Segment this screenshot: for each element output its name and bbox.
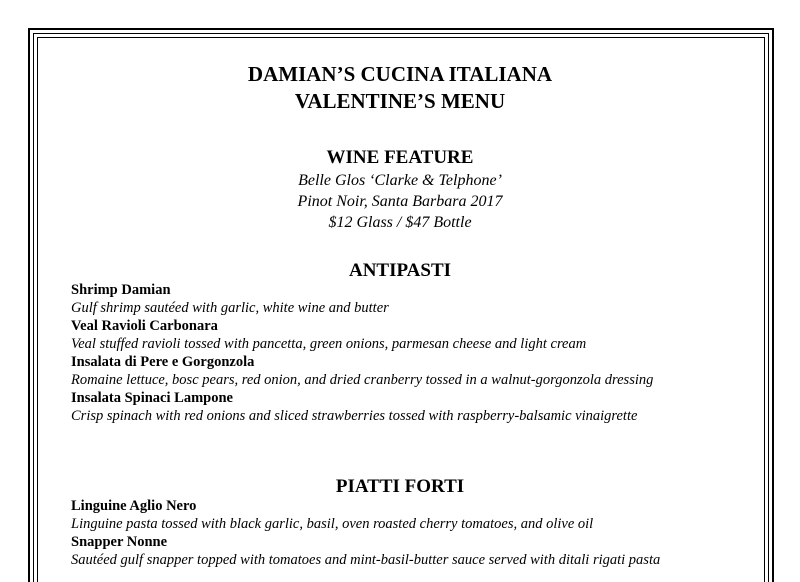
antipasti-heading: ANTIPASTI — [348, 260, 452, 281]
dish-name: Insalata Spinaci Lampone — [71, 390, 233, 406]
menu-item — [71, 281, 771, 317]
antipasti-list — [71, 281, 771, 425]
menu-item — [71, 533, 771, 569]
restaurant-name: DAMIAN’S CUCINA ITALIANA — [247, 62, 553, 86]
wine-feature-varietal: Pinot Noir, Santa Barbara 2017 — [297, 193, 503, 210]
piatti-forti-heading: PIATTI FORTI — [335, 476, 465, 497]
menu-title: VALENTINE’S MENU — [294, 89, 506, 113]
dish-description: Veal stuffed ravioli tossed with pancetta, green onions, parmesan cheese and light cream — [71, 336, 587, 352]
piatti-forti-list — [71, 497, 771, 569]
dish-name: Shrimp Damian — [71, 282, 171, 298]
menu-item — [71, 353, 771, 389]
wine-feature-name: Belle Glos ‘Clarke & Telphone’ — [298, 172, 502, 189]
menu-item — [71, 497, 771, 533]
dish-description: Crisp spinach with red onions and sliced strawberries tossed with raspberry-balsamic vinaigrette — [71, 408, 638, 424]
dish-description: Sautéed gulf snapper topped with tomatoes and mint-basil-butter sauce served with ditali rigati pasta — [71, 552, 661, 568]
dish-name: Snapper Nonne — [71, 534, 168, 550]
dish-description: Linguine pasta tossed with black garlic, basil, oven roasted cherry tomatoes, and olive oil — [71, 516, 594, 532]
dish-name: Veal Ravioli Carbonara — [71, 318, 218, 334]
dish-description: Romaine lettuce, bosc pears, red onion, and dried cranberry tossed in a walnut-gorgonzola dressing — [71, 372, 654, 388]
dish-description: Gulf shrimp sautéed with garlic, white wine and butter — [71, 300, 389, 316]
dish-name: Linguine Aglio Nero — [71, 498, 197, 514]
wine-feature-price: $12 Glass / $47 Bottle — [328, 214, 472, 231]
menu-item — [71, 389, 771, 425]
menu-item — [71, 317, 771, 353]
wine-feature-heading: WINE FEATURE — [326, 147, 474, 168]
dish-name: Insalata di Pere e Gorgonzola — [71, 354, 255, 370]
